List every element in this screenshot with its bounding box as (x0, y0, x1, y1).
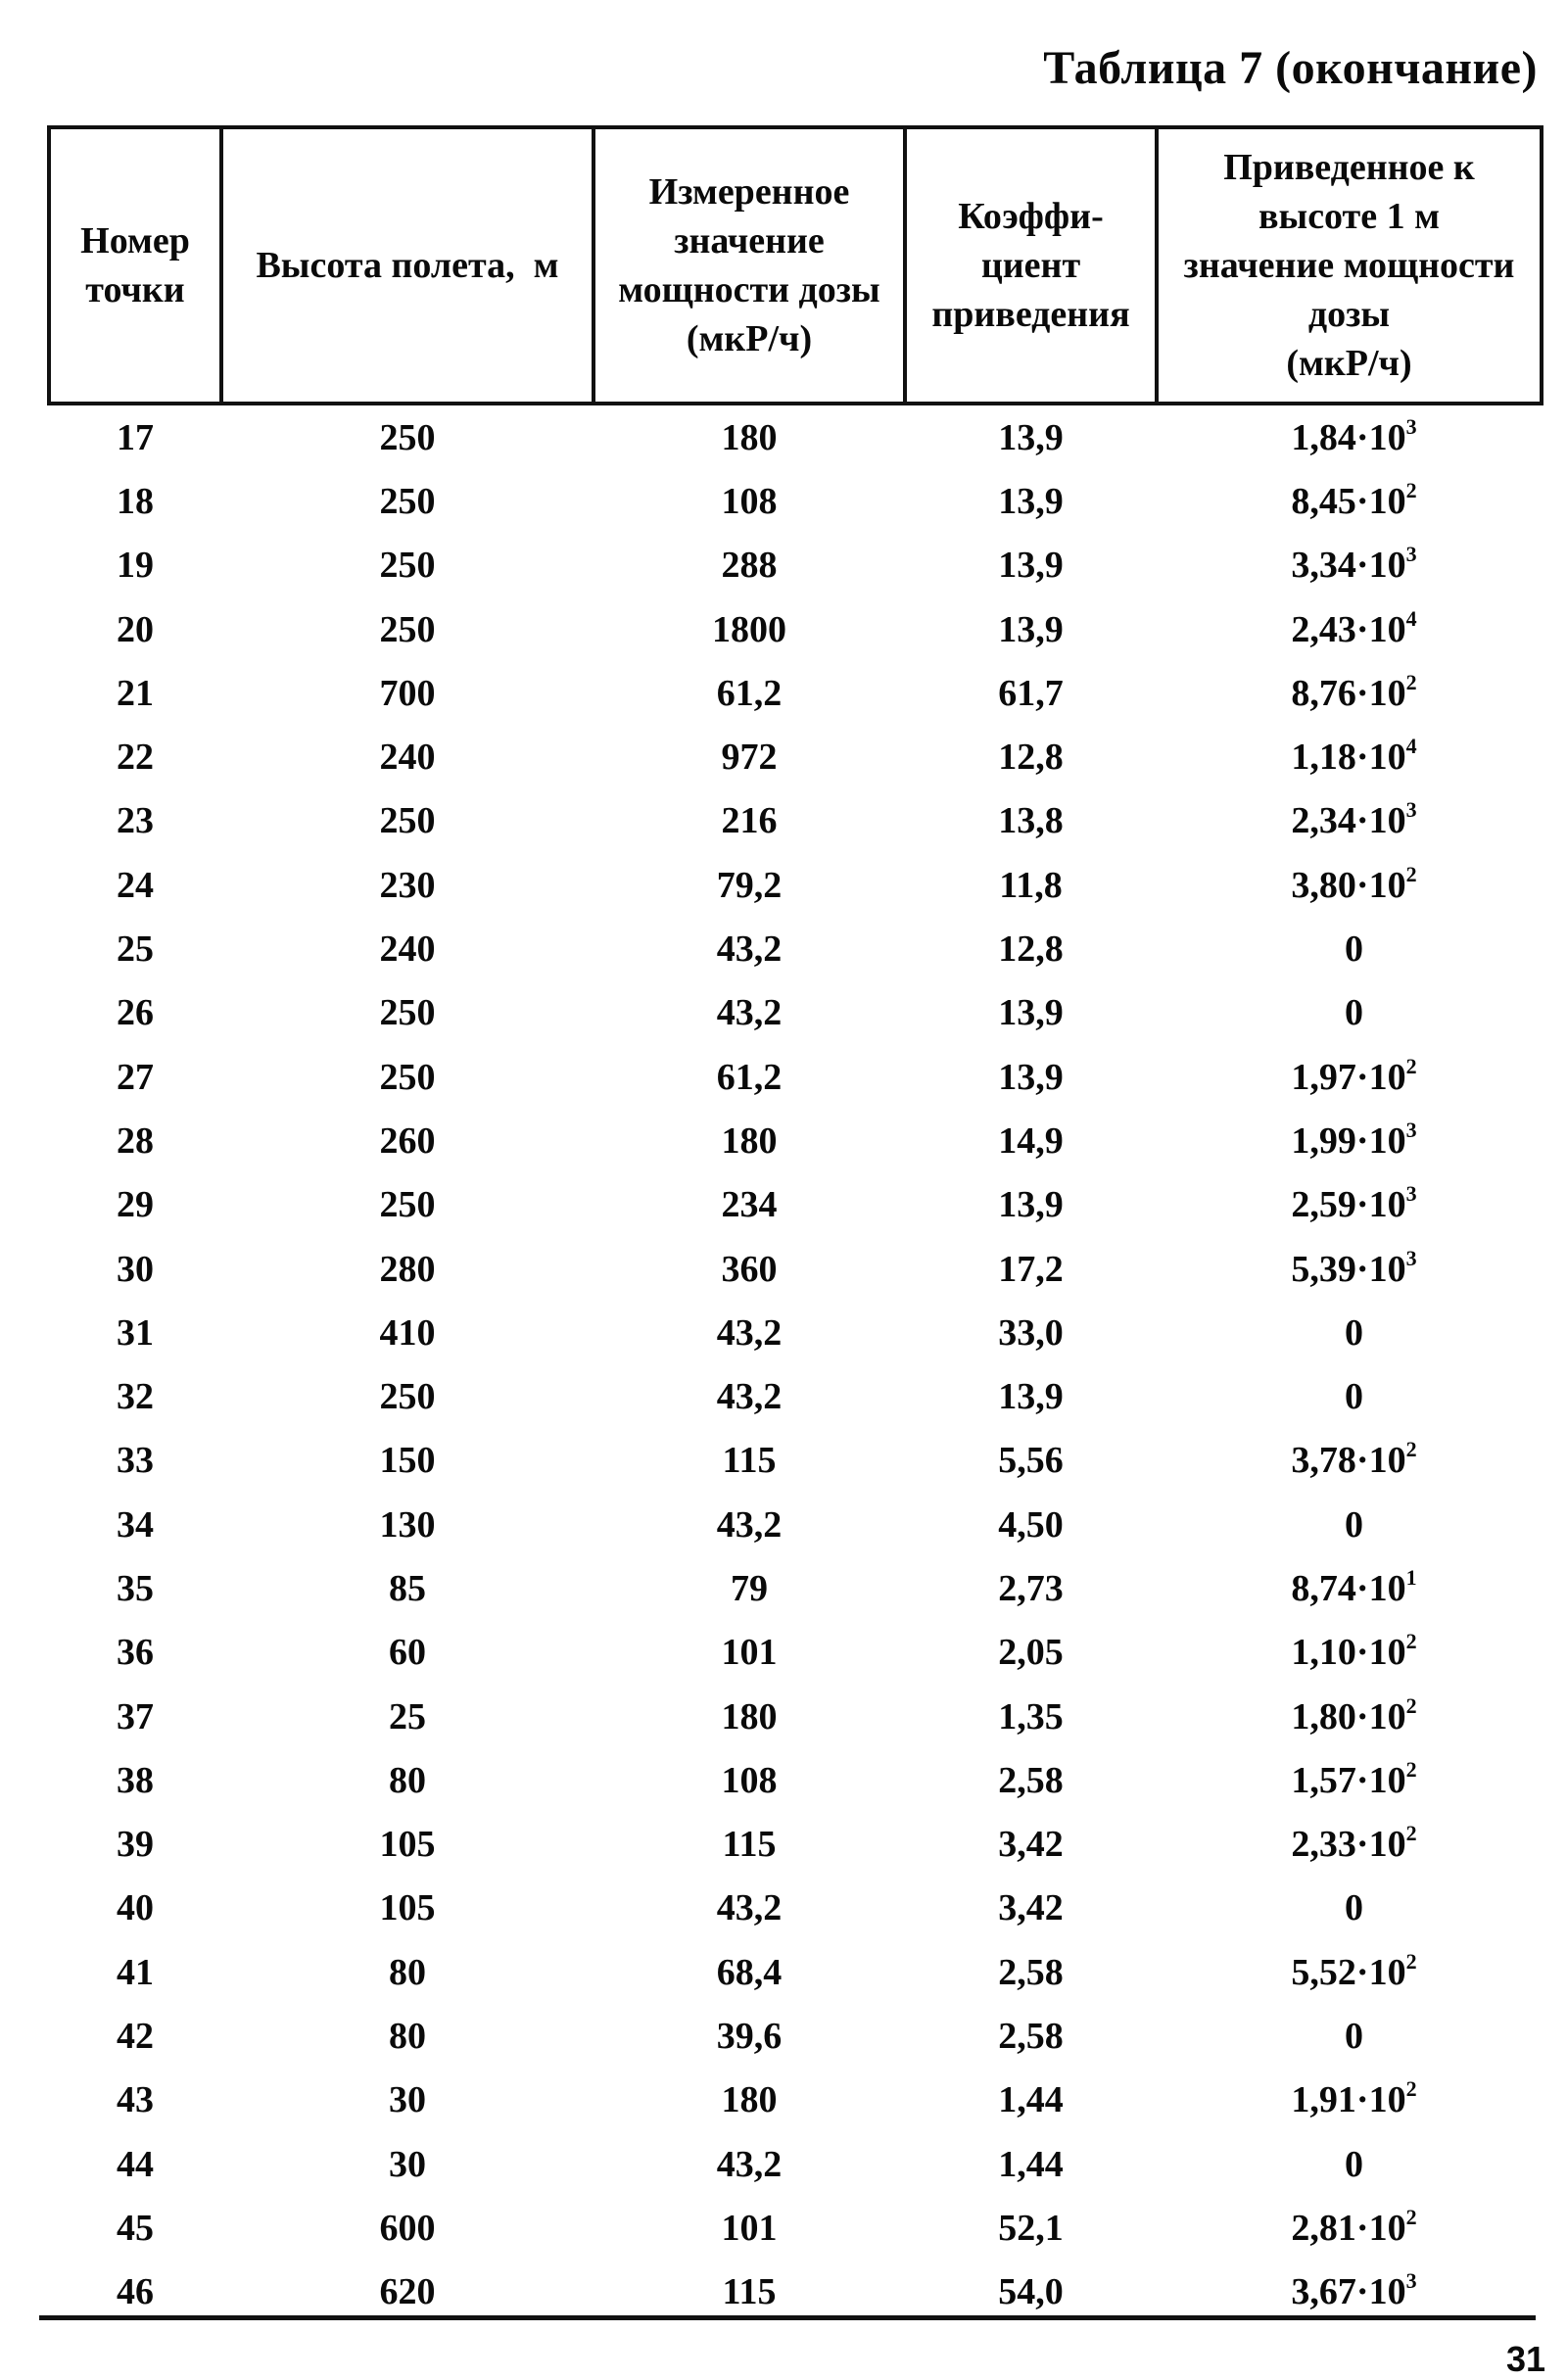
cell-point-number: 20 (117, 608, 154, 650)
cell-flight-altitude: 130 (379, 1503, 436, 1546)
table-row (49, 2069, 1542, 2132)
cell-reduced-dose-rate (1157, 597, 1542, 661)
cell-point-number: 43 (117, 2079, 154, 2121)
header-reduced-dose-rate: Приведенное к высоте 1 м значение мощности дозы (мкР/ч) (1157, 127, 1542, 404)
cell-point-number: 32 (117, 1376, 154, 1418)
cell-point-number: 31 (117, 1311, 154, 1354)
cell-flight-altitude: 80 (389, 1759, 426, 1801)
cell-reduction-coefficient: 61,7 (998, 672, 1064, 714)
table-row (49, 1556, 1542, 1620)
cell-flight-altitude: 600 (379, 2207, 436, 2249)
table-row (49, 789, 1542, 853)
cell-reduction-coefficient: 13,9 (998, 1376, 1064, 1418)
cell-measured-dose-rate: 43,2 (716, 1887, 783, 1929)
cell-reduction-coefficient: 3,42 (998, 1824, 1064, 1866)
cell-measured-dose-rate: 79,2 (716, 864, 783, 906)
value-exponent: 4 (1405, 605, 1417, 631)
table-row (49, 725, 1542, 788)
value-mantissa: 3,80·10 (1291, 864, 1406, 906)
table-row (49, 1940, 1542, 2004)
cell-reduced-dose-rate (1157, 917, 1542, 980)
value-mantissa: 0 (1345, 992, 1363, 1034)
value-exponent: 2 (1405, 1821, 1417, 1846)
value-exponent: 3 (1405, 1117, 1417, 1142)
value-mantissa: 2,59·10 (1291, 1184, 1406, 1226)
cell-reduced-dose-rate (1157, 2132, 1542, 2196)
cell-reduced-dose-rate (1157, 661, 1542, 725)
cell-flight-altitude: 230 (379, 864, 436, 906)
cell-point-number: 37 (117, 1695, 154, 1737)
cell-point-number: 40 (117, 1887, 154, 1929)
table-row (49, 1364, 1542, 1428)
cell-reduced-dose-rate (1157, 469, 1542, 533)
cell-reduced-dose-rate (1157, 789, 1542, 853)
table-body (49, 404, 1542, 2324)
cell-flight-altitude: 250 (379, 1056, 436, 1098)
cell-reduction-coefficient: 3,42 (998, 1887, 1064, 1929)
cell-reduced-dose-rate (1157, 1045, 1542, 1109)
cell-reduction-coefficient: 2,58 (998, 1951, 1064, 1993)
value-exponent: 2 (1405, 1053, 1417, 1078)
cell-reduced-dose-rate (1157, 1940, 1542, 2004)
cell-flight-altitude: 250 (379, 992, 436, 1034)
cell-reduced-dose-rate (1157, 1621, 1542, 1685)
cell-point-number: 28 (117, 1119, 154, 1162)
cell-reduction-coefficient: 2,58 (998, 2016, 1064, 2058)
value-exponent: 3 (1405, 1245, 1417, 1270)
cell-reduced-dose-rate (1157, 981, 1542, 1045)
header-point-number: Номер точки (49, 127, 221, 404)
cell-point-number: 46 (117, 2271, 154, 2313)
cell-reduction-coefficient: 13,9 (998, 416, 1064, 458)
cell-flight-altitude: 250 (379, 545, 436, 587)
cell-point-number: 25 (117, 928, 154, 971)
cell-flight-altitude: 80 (389, 2016, 426, 2058)
table-caption: Таблица 7 (окончание) (1043, 42, 1538, 94)
cell-flight-altitude: 85 (389, 1567, 426, 1609)
table-row (49, 917, 1542, 980)
cell-measured-dose-rate: 1800 (712, 608, 786, 650)
cell-measured-dose-rate: 972 (721, 737, 778, 779)
value-mantissa: 1,91·10 (1291, 2079, 1406, 2121)
value-mantissa: 1,99·10 (1291, 1119, 1406, 1162)
value-mantissa: 2,81·10 (1291, 2207, 1406, 2249)
value-mantissa: 1,10·10 (1291, 1632, 1406, 1674)
value-exponent: 2 (1405, 1756, 1417, 1782)
value-exponent: 4 (1405, 734, 1417, 759)
bottom-rule (39, 2315, 1536, 2320)
cell-flight-altitude: 250 (379, 416, 436, 458)
cell-reduced-dose-rate (1157, 853, 1542, 917)
cell-point-number: 35 (117, 1567, 154, 1609)
cell-flight-altitude: 105 (379, 1824, 436, 1866)
cell-reduction-coefficient: 52,1 (998, 2207, 1064, 2249)
table-row (49, 661, 1542, 725)
value-mantissa: 1,80·10 (1291, 1695, 1406, 1737)
cell-reduction-coefficient: 13,9 (998, 480, 1064, 522)
value-exponent: 2 (1405, 1437, 1417, 1462)
table-row (49, 1301, 1542, 1364)
cell-reduction-coefficient: 12,8 (998, 928, 1064, 971)
value-mantissa: 1,84·10 (1291, 416, 1406, 458)
value-mantissa: 0 (1345, 928, 1363, 971)
cell-point-number: 38 (117, 1759, 154, 1801)
cell-measured-dose-rate: 180 (721, 416, 778, 458)
value-mantissa: 0 (1345, 1311, 1363, 1354)
cell-point-number: 17 (117, 416, 154, 458)
table-row (49, 404, 1542, 469)
value-mantissa: 0 (1345, 2143, 1363, 2185)
cell-reduction-coefficient: 14,9 (998, 1119, 1064, 1162)
value-exponent: 2 (1405, 2204, 1417, 2229)
value-mantissa: 8,76·10 (1291, 672, 1406, 714)
cell-measured-dose-rate: 108 (721, 1759, 778, 1801)
cell-point-number: 19 (117, 545, 154, 587)
value-mantissa: 8,45·10 (1291, 480, 1406, 522)
value-mantissa: 0 (1345, 2016, 1363, 2058)
table-row (49, 1685, 1542, 1748)
cell-reduced-dose-rate (1157, 534, 1542, 597)
data-table (47, 125, 1543, 2324)
cell-measured-dose-rate: 180 (721, 2079, 778, 2121)
cell-flight-altitude: 30 (389, 2079, 426, 2121)
table-row (49, 1237, 1542, 1301)
cell-measured-dose-rate: 108 (721, 480, 778, 522)
table-row (49, 853, 1542, 917)
cell-reduction-coefficient: 13,9 (998, 1056, 1064, 1098)
cell-reduced-dose-rate (1157, 725, 1542, 788)
cell-flight-altitude: 410 (379, 1311, 436, 1354)
cell-measured-dose-rate: 39,6 (716, 2016, 783, 2058)
value-mantissa: 0 (1345, 1376, 1363, 1418)
value-mantissa: 1,18·10 (1291, 737, 1406, 779)
value-exponent: 3 (1405, 2268, 1417, 2294)
value-exponent: 1 (1405, 1564, 1417, 1590)
cell-point-number: 27 (117, 1056, 154, 1098)
cell-reduction-coefficient: 2,58 (998, 1759, 1064, 1801)
value-mantissa: 2,33·10 (1291, 1824, 1406, 1866)
cell-point-number: 29 (117, 1184, 154, 1226)
cell-reduction-coefficient: 17,2 (998, 1248, 1064, 1290)
cell-measured-dose-rate: 180 (721, 1695, 778, 1737)
value-mantissa: 2,43·10 (1291, 608, 1406, 650)
cell-reduced-dose-rate (1157, 1556, 1542, 1620)
table-row (49, 534, 1542, 597)
cell-flight-altitude: 280 (379, 1248, 436, 1290)
cell-point-number: 41 (117, 1951, 154, 1993)
header-measured-dose-rate: Измеренное значение мощности дозы (мкР/ч) (594, 127, 905, 404)
table-row (49, 1877, 1542, 1940)
cell-reduced-dose-rate (1157, 1237, 1542, 1301)
cell-reduction-coefficient: 13,9 (998, 992, 1064, 1034)
value-mantissa: 1,97·10 (1291, 1056, 1406, 1098)
cell-measured-dose-rate: 43,2 (716, 1311, 783, 1354)
cell-point-number: 24 (117, 864, 154, 906)
value-mantissa: 0 (1345, 1887, 1363, 1929)
cell-measured-dose-rate: 234 (721, 1184, 778, 1226)
value-mantissa: 1,57·10 (1291, 1759, 1406, 1801)
cell-flight-altitude: 250 (379, 1184, 436, 1226)
cell-reduced-dose-rate (1157, 1685, 1542, 1748)
cell-reduced-dose-rate (1157, 1173, 1542, 1237)
value-exponent: 2 (1405, 2076, 1417, 2102)
cell-measured-dose-rate: 115 (722, 1440, 777, 1482)
cell-measured-dose-rate: 360 (721, 1248, 778, 1290)
cell-reduced-dose-rate (1157, 2196, 1542, 2260)
value-exponent: 2 (1405, 1692, 1417, 1718)
table-row (49, 1748, 1542, 1812)
cell-flight-altitude: 250 (379, 608, 436, 650)
table-row (49, 597, 1542, 661)
table-header (49, 127, 1542, 404)
value-exponent: 2 (1405, 669, 1417, 694)
cell-measured-dose-rate: 43,2 (716, 928, 783, 971)
cell-point-number: 22 (117, 737, 154, 779)
cell-flight-altitude: 30 (389, 2143, 426, 2185)
table-row (49, 1429, 1542, 1493)
cell-measured-dose-rate: 101 (721, 2207, 778, 2249)
cell-flight-altitude: 80 (389, 1951, 426, 1993)
cell-measured-dose-rate: 216 (721, 800, 778, 842)
cell-reduction-coefficient: 5,56 (998, 1440, 1064, 1482)
cell-point-number: 36 (117, 1632, 154, 1674)
table-row (49, 469, 1542, 533)
cell-measured-dose-rate: 43,2 (716, 1376, 783, 1418)
cell-reduction-coefficient: 2,73 (998, 1567, 1064, 1609)
cell-reduced-dose-rate (1157, 1109, 1542, 1172)
cell-measured-dose-rate: 43,2 (716, 992, 783, 1034)
cell-reduced-dose-rate (1157, 1748, 1542, 1812)
cell-reduced-dose-rate (1157, 1493, 1542, 1556)
cell-measured-dose-rate: 68,4 (716, 1951, 783, 1993)
table-row (49, 2196, 1542, 2260)
value-mantissa: 5,39·10 (1291, 1248, 1406, 1290)
cell-point-number: 26 (117, 992, 154, 1034)
cell-reduction-coefficient: 13,9 (998, 545, 1064, 587)
cell-flight-altitude: 620 (379, 2271, 436, 2313)
cell-point-number: 23 (117, 800, 154, 842)
value-mantissa: 3,34·10 (1291, 545, 1406, 587)
value-mantissa: 8,74·10 (1291, 1567, 1406, 1609)
cell-point-number: 21 (117, 672, 154, 714)
value-mantissa: 3,67·10 (1291, 2271, 1406, 2313)
cell-reduced-dose-rate (1157, 1813, 1542, 1877)
cell-reduction-coefficient: 4,50 (998, 1503, 1064, 1546)
table-row (49, 1813, 1542, 1877)
cell-flight-altitude: 250 (379, 800, 436, 842)
cell-measured-dose-rate: 288 (721, 545, 778, 587)
cell-measured-dose-rate: 61,2 (716, 1056, 783, 1098)
cell-flight-altitude: 240 (379, 737, 436, 779)
cell-reduction-coefficient: 11,8 (999, 864, 1063, 906)
cell-measured-dose-rate: 43,2 (716, 2143, 783, 2185)
cell-flight-altitude: 250 (379, 480, 436, 522)
cell-measured-dose-rate: 61,2 (716, 672, 783, 714)
cell-point-number: 45 (117, 2207, 154, 2249)
cell-reduction-coefficient: 1,44 (998, 2079, 1064, 2121)
cell-point-number: 39 (117, 1824, 154, 1866)
cell-reduction-coefficient: 2,05 (998, 1632, 1064, 1674)
table-row (49, 981, 1542, 1045)
value-exponent: 2 (1405, 861, 1417, 886)
cell-point-number: 18 (117, 480, 154, 522)
value-exponent: 3 (1405, 542, 1417, 567)
cell-measured-dose-rate: 43,2 (716, 1503, 783, 1546)
cell-reduced-dose-rate (1157, 1301, 1542, 1364)
value-exponent: 3 (1405, 797, 1417, 823)
cell-reduced-dose-rate (1157, 2069, 1542, 2132)
cell-point-number: 34 (117, 1503, 154, 1546)
cell-reduction-coefficient: 12,8 (998, 737, 1064, 779)
table-row (49, 1621, 1542, 1685)
cell-reduction-coefficient: 13,8 (998, 800, 1064, 842)
cell-reduction-coefficient: 13,9 (998, 1184, 1064, 1226)
value-mantissa: 5,52·10 (1291, 1951, 1406, 1993)
value-exponent: 3 (1405, 413, 1417, 439)
value-exponent: 2 (1405, 477, 1417, 502)
cell-point-number: 30 (117, 1248, 154, 1290)
value-exponent: 3 (1405, 1181, 1417, 1207)
cell-flight-altitude: 150 (379, 1440, 436, 1482)
value-exponent: 2 (1405, 1948, 1417, 1974)
table-row (49, 2004, 1542, 2068)
page-number: 31 (1505, 2339, 1545, 2379)
cell-reduction-coefficient: 33,0 (998, 1311, 1064, 1354)
cell-reduced-dose-rate (1157, 1429, 1542, 1493)
cell-flight-altitude: 700 (379, 672, 436, 714)
cell-reduced-dose-rate (1157, 2004, 1542, 2068)
cell-reduced-dose-rate (1157, 1877, 1542, 1940)
header-flight-altitude: Высота полета, м (221, 127, 594, 404)
cell-reduced-dose-rate (1157, 404, 1542, 469)
cell-measured-dose-rate: 79 (731, 1567, 768, 1609)
cell-point-number: 33 (117, 1440, 154, 1482)
cell-reduction-coefficient: 13,9 (998, 608, 1064, 650)
cell-reduction-coefficient: 1,44 (998, 2143, 1064, 2185)
table-row (49, 1493, 1542, 1556)
cell-flight-altitude: 250 (379, 1376, 436, 1418)
cell-measured-dose-rate: 115 (722, 2271, 777, 2313)
cell-point-number: 42 (117, 2016, 154, 2058)
cell-reduction-coefficient: 54,0 (998, 2271, 1064, 2313)
cell-measured-dose-rate: 180 (721, 1119, 778, 1162)
cell-flight-altitude: 60 (389, 1632, 426, 1674)
value-mantissa: 0 (1345, 1503, 1363, 1546)
header-reduction-coefficient: Коэффи- циент приведения (905, 127, 1157, 404)
cell-flight-altitude: 240 (379, 928, 436, 971)
cell-flight-altitude: 105 (379, 1887, 436, 1929)
cell-point-number: 44 (117, 2143, 154, 2185)
table-row (49, 1173, 1542, 1237)
table-row (49, 1045, 1542, 1109)
value-exponent: 2 (1405, 1629, 1417, 1654)
cell-reduced-dose-rate (1157, 1364, 1542, 1428)
value-mantissa: 3,78·10 (1291, 1440, 1406, 1482)
value-mantissa: 2,34·10 (1291, 800, 1406, 842)
cell-reduction-coefficient: 1,35 (998, 1695, 1064, 1737)
table-row (49, 1109, 1542, 1172)
cell-flight-altitude: 260 (379, 1119, 436, 1162)
table-row (49, 2132, 1542, 2196)
cell-measured-dose-rate: 115 (722, 1824, 777, 1866)
cell-flight-altitude: 25 (389, 1695, 426, 1737)
cell-measured-dose-rate: 101 (721, 1632, 778, 1674)
